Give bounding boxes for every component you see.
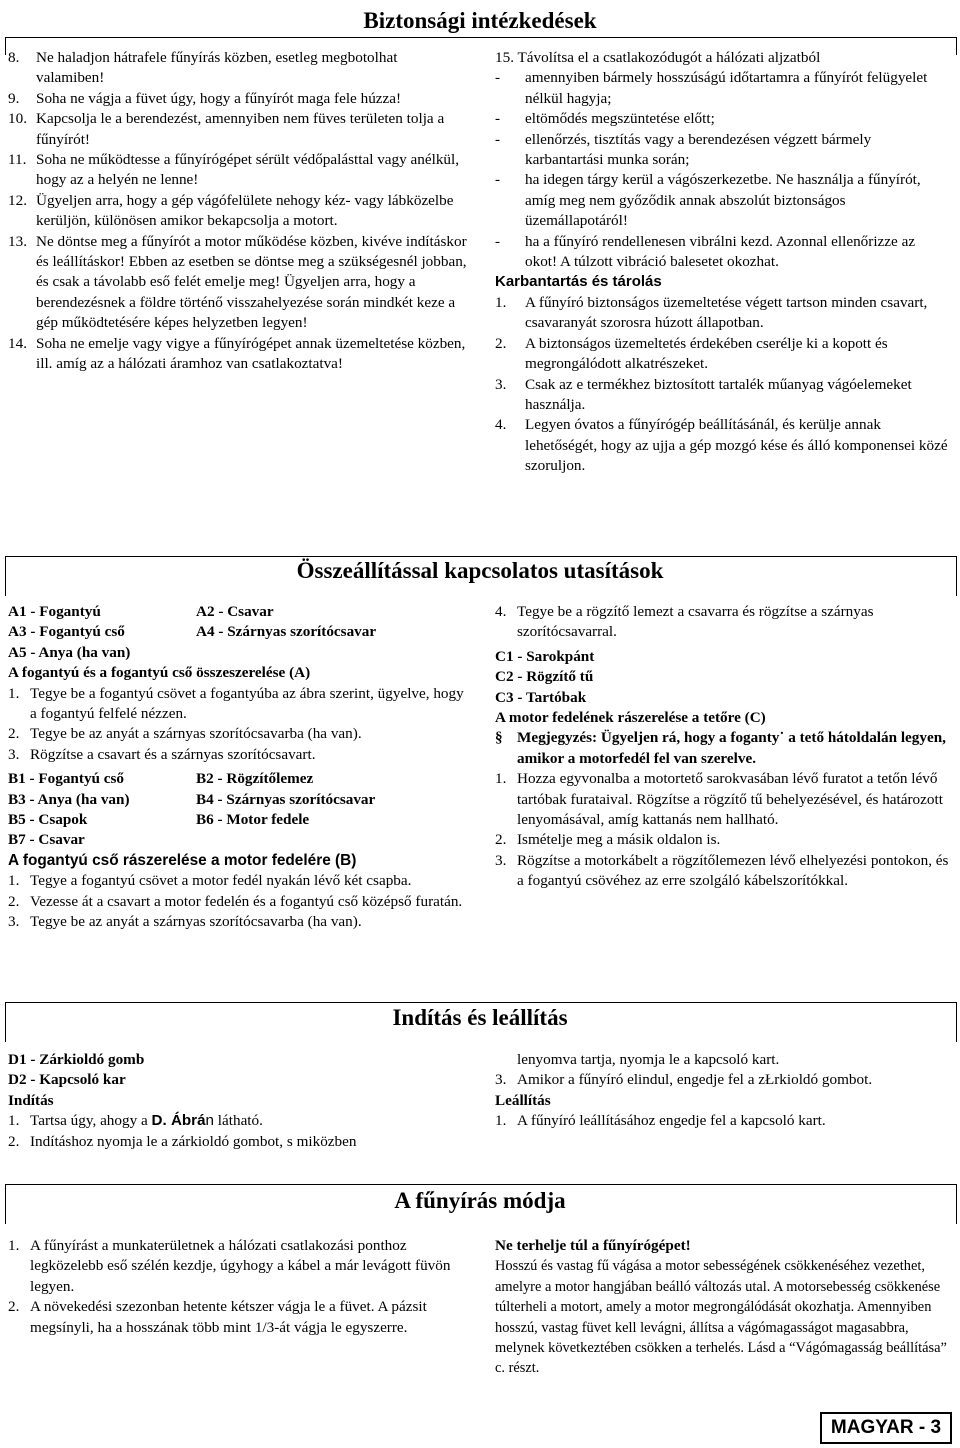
safety-dash-item-5: - ha a fűnyíró rendellenesen vibrálni kezd. Azonnal ellenőrizze az okot! A túlzott vibráció balesetet okozhat. [495, 232, 916, 271]
part-d1: D1 - Zárkioldó gomb [8, 1051, 145, 1068]
safety-item-7: 14. Soha ne emelje vagy vigye a fűnyírógépet annak üzemeltetése közben, ill. amíg az a hálózati áramhoz van csatlakoztatva! [8, 334, 466, 373]
step-a-1: 1. Tegye be a fogantyú csövet a fogantyúba az ábra szerint, ügyelve, hogy a fogantyú felfelé nézzen. [8, 684, 464, 723]
safety-right-column [495, 48, 950, 477]
parts-a-row-1: A1 - Fogantyú A2 - Csavar [8, 603, 274, 620]
maintenance-item-1: 1. A fűnyíró biztonságos üzemeltetése végett tartson minden csavart, csavaranyát szorosra húzott állapotban. [495, 293, 928, 332]
part-c1: C1 - Sarokpánt [495, 647, 595, 665]
note-mark: § [495, 729, 503, 747]
mowing-warning-text: Hosszú és vastag fű vágása a motor sebességének csökkenéséhez vezethet, amelyre a motor hangjában beálló változás utal. A motorsebesség csökkenése túlterheli a motort, amely a motor megrongálódását okozhatja. Amennyiben hosszú, vastag füvet kell levágni, állítsa a vágómagasságot magasabbra, melynek következtében csökken a terhelés. Lásd a “Vágómagasság beállítása” c. részt. [495, 1258, 947, 1377]
assembly-title: Összeállítással kapcsolatos utasítások [296, 558, 664, 583]
assembly-sub-c: A motor fedelének rászerelése a tetőre (C) [495, 709, 766, 727]
steps-b-list [8, 871, 473, 932]
stop-step-1: 1. A fűnyíró leállításához engedje fel a kapcsoló kart. [495, 1112, 826, 1130]
maintenance-item-4: 4. Legyen óvatos a fűnyírógép beállításánál, és kerülje annak lehetőségét, hogy az ujja a gép mozgó kése és álló komponensei közé szoruljon. [495, 416, 948, 475]
safety-item-6: 13. Ne döntse meg a fűnyírót a motor működése közben, kivéve indításkor és leállításkor! Ebben az esetben se döntse meg a szükségesnél jobban, és csak a távolabb eső felét emelje meg! Ügyeljen arra, hogy a berendezésnek a földre történő visszahelyezése során mindkét keze a gép működtetésére képes helyzetben legyen! [8, 232, 467, 332]
start-subtitle: Indítás [8, 1091, 54, 1109]
parts-c-list [495, 647, 950, 708]
step-c-3: 3. Rögzítse a motorkábelt a rögzítőlemezen lévő elhelyezési pontokon, és a fogantyú csövéhez az erre szolgáló kábelszorítókkal. [495, 851, 949, 890]
start-left-column [8, 1050, 473, 1152]
note-text: Megjegyzés: Ügyeljen rá, hogy a foganty˙ a tető hátoldalán legyen, amikor a motorfedél fel van szerelve. [517, 729, 946, 767]
safety-left-column [8, 48, 468, 375]
mowing-step-2: 2. A növekedési szezonban hetente kétszer vágja le a füvet. A pázsit megsínyli, ha a hosszának több mint 1/3-át vágja le egyszerre. [8, 1298, 427, 1336]
safety-item-1: 8. Ne haladjon hátrafele fűnyírás közben, esetleg megbotolhat valamiben! [8, 49, 398, 87]
safety-item-5: 12. Ügyeljen arra, hogy a gép vágófelülete nehogy kéz- vagy lábközelbe kerüljön, különösen amikor bekapcsolja a motort. [8, 191, 454, 230]
step-b4: 4. Tegye be a rögzítő lemezt a csavarra és rögzítse a szárnyas szorítócsavarral. [495, 603, 874, 641]
assembly-note [495, 728, 950, 769]
safety-dash-item-4: - ha idegen tárgy kerül a vágószerkezetbe. Ne használja a fűnyírót, amíg meg nem győződik annak abszolút biztonságos üzemállapotáról! [495, 171, 921, 230]
safety-dash-list [495, 68, 950, 272]
start-step-1: 1. Tartsa úgy, ahogy a D. Ábrán látható. [8, 1112, 263, 1130]
mowing-left-column [8, 1236, 473, 1338]
assembly-left-column [8, 602, 473, 933]
start-step-2-cont: lenyomva tartja, nyomja le a kapcsoló kart. [517, 1051, 780, 1068]
parts-b-row-4: B7 - Csavar [8, 831, 85, 849]
safety-item-3: 10. Kapcsolja le a berendezést, amennyiben nem füves területen tolja a fűnyírót! [8, 110, 445, 148]
safety-dash-item-3: - ellenőrzés, tisztítás vagy a berendezésen végzett bármely karbantartási munka során; [495, 130, 872, 169]
parts-b-row-3: B5 - Csapok B6 - Motor fedele [8, 811, 310, 829]
step-b-3: 3. Tegye be az anyát a szárnyas szorítócsavarba (ha van). [8, 913, 362, 931]
maintenance-title: Karbantartás és tárolás [495, 273, 662, 291]
page-footer-label: MAGYAR - 3 [820, 1412, 952, 1444]
start-step-2: 2. Indításhoz nyomja le a zárkioldó gombot, s miközben [8, 1132, 357, 1150]
parts-b-row-1: B1 - Fogantyú cső B2 - Rögzítőlemez [8, 770, 314, 788]
mowing-right-column [495, 1236, 955, 1379]
assembly-right-column [495, 602, 950, 892]
safety-item-4: 11. Soha ne működtesse a fűnyírógépet sérült védőpalásttal vagy anélkül, hogy az a helyén ne lenne! [8, 151, 460, 189]
part-d2: D2 - Kapcsoló kar [8, 1071, 126, 1089]
start-title: Indítás és leállítás [392, 1005, 568, 1030]
start-step-3: 3. Amikor a fűnyíró elindul, engedje fel a zŁrkioldó gombot. [495, 1071, 873, 1089]
safety-title: Biztonsági intézkedések [363, 8, 597, 33]
stop-subtitle: Leállítás [495, 1091, 551, 1109]
safety-item-15: 15. Távolítsa el a csatlakozódugót a hálózati aljzatból [495, 49, 821, 66]
step-a-3: 3. Rögzítse a csavart és a szárnyas szorítócsavart. [8, 745, 316, 763]
mowing-warning-title: Ne terhelje túl a fűnyírógépet! [495, 1237, 691, 1254]
steps-c-list [495, 769, 950, 891]
safety-dash-item-1: - amennyiben bármely hosszúságú időtartamra a fűnyírót felügyelet nélkül hagyja; [495, 69, 928, 107]
parts-a-list [8, 602, 473, 663]
start-right-column [495, 1050, 950, 1132]
safety-dash-item-2: - eltömődés megszüntetése előtt; [495, 110, 715, 128]
step-b-1: 1. Tegye a fogantyú csövet a motor fedél nyakán lévő két csapba. [8, 872, 412, 890]
part-c2: C2 - Rögzítő tű [495, 668, 594, 686]
maintenance-list [495, 293, 950, 477]
maintenance-item-2: 2. A biztonságos üzemeltetés érdekében cserélje ki a kopott és megrongálódott alkatrészeket. [495, 334, 888, 373]
mowing-step-1: 1. A fűnyírást a munkaterületnek a hálózati csatlakozási ponthoz legközelebb eső szélén kezdje, úgyhogy a kábel a már levágott füvön legyen. [8, 1237, 451, 1295]
assembly-sub-a: A fogantyú és a fogantyú cső összeszerelése (A) [8, 664, 311, 682]
maintenance-item-3: 3. Csak az e termékhez biztosított tartalék műanyag vágóelemeket használja. [495, 375, 912, 413]
parts-a-row-3: A5 - Anya (ha van) [8, 643, 131, 661]
steps-a-list [8, 684, 473, 766]
parts-b-row-2: B3 - Anya (ha van) B4 - Szárnyas szorítócsavar [8, 790, 376, 808]
step-b-2: 2. Vezesse át a csavart a motor fedelén és a fogantyú cső középső furatán. [8, 892, 463, 910]
step-a-2: 2. Tegye be az anyát a szárnyas szorítócsavarba (ha van). [8, 725, 362, 743]
step-c-2: 2. Ismételje meg a másik oldalon is. [495, 831, 721, 849]
mowing-title: A fűnyírás módja [394, 1188, 566, 1213]
parts-a-row-2: A3 - Fogantyú cső A4 - Szárnyas szorítócsavar [8, 623, 377, 641]
part-c3: C3 - Tartóbak [495, 688, 587, 706]
parts-b-list [8, 769, 473, 851]
safety-item-2: 9. Soha ne vágja a füvet úgy, hogy a fűnyírót maga fele húzza! [8, 89, 402, 107]
assembly-sub-b: A fogantyú cső rászerelése a motor fedelére (B) [8, 851, 357, 869]
step-c-1: 1. Hozza egyvonalba a motortető sarokvasában lévő furatot a tetőn lévő tartóbak furataival. Rögzítse a rögzítő tű behelyezésével, és határozott lenyomásával, amíg kattanás nem hallható. [495, 770, 943, 829]
